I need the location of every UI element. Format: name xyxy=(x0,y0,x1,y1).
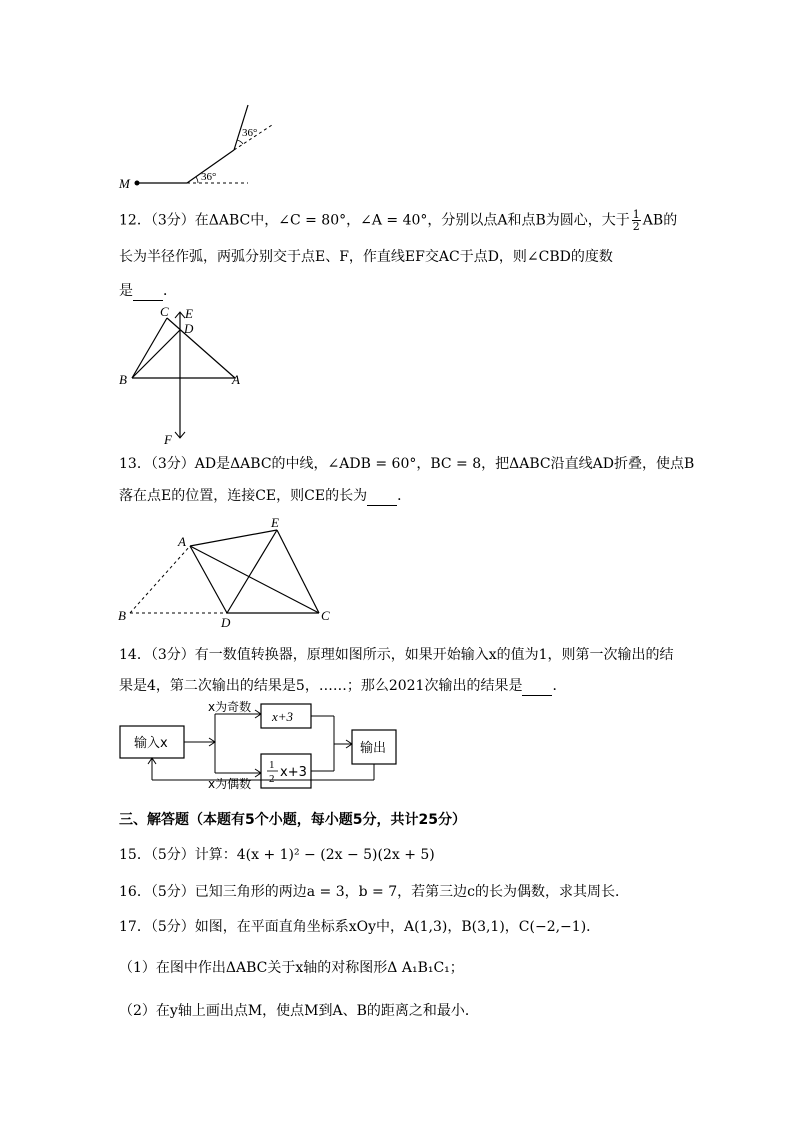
q14-text1: 有一数值转换器，原理如图所示，如果开始输入x的值为1，则第一次输出的结 xyxy=(194,647,674,663)
angle-label-top: 36° xyxy=(242,127,258,139)
q14-text2: 果是4，第二次输出的结果是5，……；那么2021次输出的结果是 xyxy=(119,678,523,694)
q17-part1: （1）在图中作出ΔABC关于x轴的对称图形Δ A₁B₁C₁； xyxy=(119,960,464,976)
even-frac-num: 1 xyxy=(269,759,275,771)
section-heading: 三、解答题（本题有5个小题，每小题5分，共计25分） xyxy=(119,812,466,828)
q17-part2: （2）在y轴上画出点M，使点M到A、B的距离之和最小． xyxy=(119,1003,479,1019)
q12-line2 xyxy=(119,247,613,267)
q16-line xyxy=(119,882,629,902)
figure-q12 xyxy=(112,300,252,448)
q17-text: 如图，在平面直角坐标系xOy中，A(1,3)，B(3,1)，C(−2,−1)． xyxy=(194,919,601,935)
q13-label-b: B xyxy=(118,608,126,623)
figure-q11 xyxy=(110,100,290,195)
q14-answer-blank[interactable] xyxy=(522,681,552,696)
odd-box-label: x+3 xyxy=(272,709,294,724)
output-box-label: 输出 xyxy=(360,741,387,756)
q14-line2: 果是4，第二次输出的结果是5，……；那么2021次输出的结果是 ． xyxy=(119,678,567,694)
q12-label-c: C xyxy=(160,304,169,319)
q12-label-a: A xyxy=(232,372,240,387)
q13-label-a: A xyxy=(178,534,186,549)
q14-line1 xyxy=(119,645,674,665)
even-frac-den: 2 xyxy=(269,773,275,785)
q12-answer-blank[interactable] xyxy=(133,286,163,301)
q15-line xyxy=(119,845,435,865)
q16-number: 16．（5分） xyxy=(119,884,195,900)
q13-number: 13．（3分） xyxy=(119,456,195,472)
q12-frac-num: 1 xyxy=(632,208,640,221)
q14-number: 14．（3分） xyxy=(119,647,195,663)
input-box-label: 输入x xyxy=(134,736,168,751)
even-label: x为偶数 xyxy=(208,777,252,791)
q17-line xyxy=(119,917,600,937)
q15-text: 计算：4(x + 1)² − (2x − 5)(2x + 5) xyxy=(194,847,435,863)
q15-number: 15．（5分） xyxy=(119,847,195,863)
q12-label-d: D xyxy=(184,321,194,336)
q13-text1: AD是ΔABC的中线，∠ADB = 60°，BC = 8，把ΔABC沿直线AD折叠，使点B xyxy=(194,456,695,472)
q13-text2: 落在点E的位置，连接CE，则CE的长为 xyxy=(119,488,368,504)
q13-label-d: D xyxy=(221,615,231,630)
figure-q13 xyxy=(112,512,342,630)
q12-line1 xyxy=(119,209,677,232)
q13-label-e: E xyxy=(271,515,279,530)
angle-label-bottom: 36° xyxy=(201,171,217,183)
q13-answer-blank[interactable] xyxy=(367,491,397,506)
q12-label-e: E xyxy=(185,306,193,321)
q13-line1 xyxy=(119,454,694,474)
q12-text2: AB的 xyxy=(642,212,678,229)
q12-label-b: B xyxy=(119,372,127,387)
q12-text4: 是 xyxy=(119,283,133,299)
q12-text3: 长为半径作弧，两弧分别交于点E、F，作直线EF交AC于点D，则∠CBD的度数 xyxy=(119,249,613,265)
q12-text1: 在ΔABC中，∠C = 80°，∠A = 40°，分别以点A和点B为圆心，大于 xyxy=(194,212,630,229)
q16-text: 已知三角形的两边a = 3，b = 7，若第三边c的长为偶数，求其周长． xyxy=(194,884,629,900)
q12-number: 12．（3分） xyxy=(119,212,195,229)
q12-label-f: F xyxy=(164,432,172,447)
q12-fraction xyxy=(632,209,641,232)
q12-frac-den: 2 xyxy=(632,220,640,233)
figure-q14-flowchart xyxy=(112,698,412,798)
q17-number: 17．（5分） xyxy=(119,919,195,935)
label-m: M xyxy=(119,176,130,191)
q13-label-c: C xyxy=(321,608,330,623)
even-box-label: x+3 xyxy=(280,765,307,780)
q13-line2: 落在点E的位置，连接CE，则CE的长为 ． xyxy=(119,488,412,504)
q12-line3: 是 ． xyxy=(119,283,177,299)
odd-label: x为奇数 xyxy=(208,700,252,714)
